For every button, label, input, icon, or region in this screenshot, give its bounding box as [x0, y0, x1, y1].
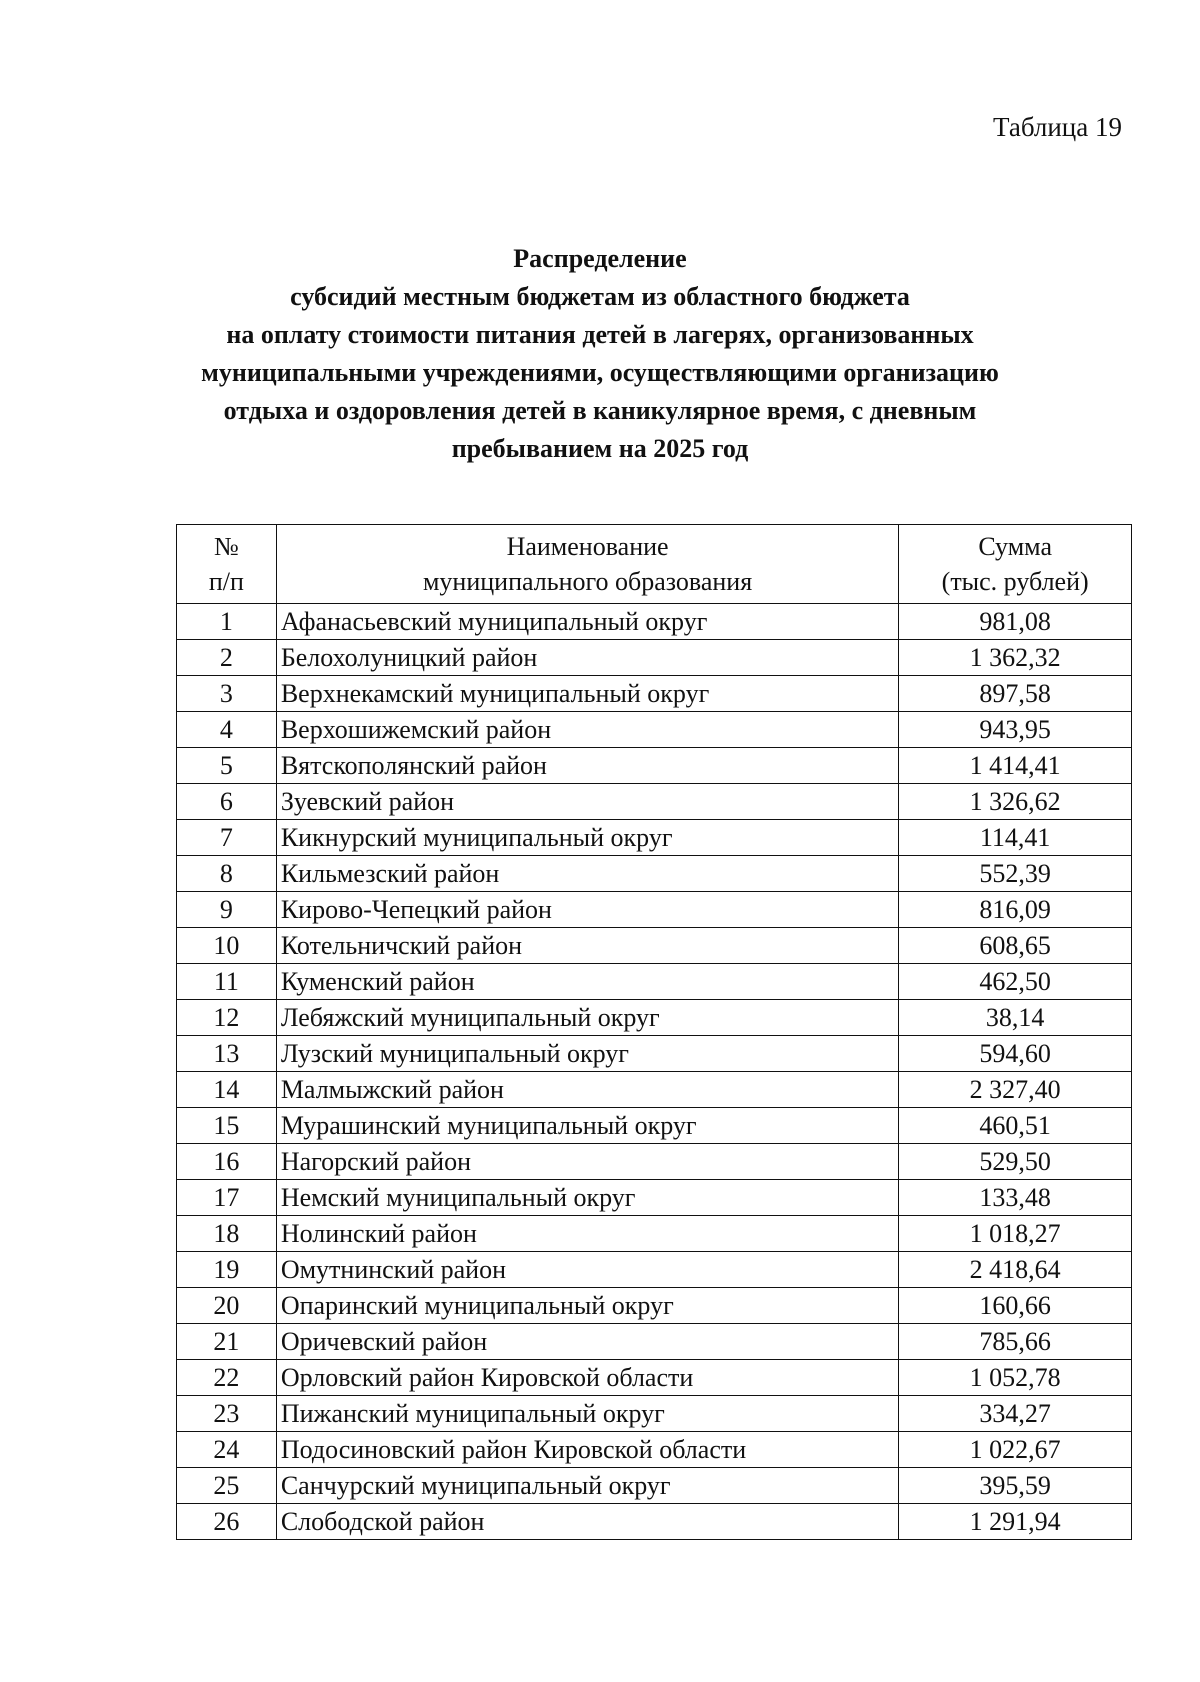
row-name: Куменский район	[276, 964, 899, 1000]
row-name: Кирово-Чепецкий район	[276, 892, 899, 928]
table-row	[177, 676, 1132, 712]
row-number: 24	[177, 1432, 277, 1468]
row-number: 4	[177, 712, 277, 748]
header-name-line2: муниципального образования	[422, 567, 753, 596]
row-name: Санчурский муниципальный округ	[276, 1468, 899, 1504]
header-number	[177, 525, 277, 604]
table-row	[177, 1396, 1132, 1432]
title-line: субсидий местным бюджетам из областного бюджета	[290, 282, 910, 311]
table-row	[177, 1252, 1132, 1288]
row-sum: 552,39	[899, 856, 1132, 892]
row-number: 26	[177, 1504, 277, 1540]
table-row	[177, 1288, 1132, 1324]
table-row	[177, 1324, 1132, 1360]
table-row	[177, 712, 1132, 748]
row-name: Немский муниципальный округ	[276, 1180, 899, 1216]
row-number: 23	[177, 1396, 277, 1432]
table-row	[177, 820, 1132, 856]
row-sum: 334,27	[899, 1396, 1132, 1432]
row-name: Лузский муниципальный округ	[276, 1036, 899, 1072]
row-number: 12	[177, 1000, 277, 1036]
row-name: Слободской район	[276, 1504, 899, 1540]
row-number: 17	[177, 1180, 277, 1216]
table-row	[177, 748, 1132, 784]
table-row	[177, 928, 1132, 964]
row-number: 20	[177, 1288, 277, 1324]
table-row	[177, 1216, 1132, 1252]
row-name: Кикнурский муниципальный округ	[276, 820, 899, 856]
row-sum: 816,09	[899, 892, 1132, 928]
row-sum: 2 327,40	[899, 1072, 1132, 1108]
row-number: 8	[177, 856, 277, 892]
row-sum: 1 362,32	[899, 640, 1132, 676]
row-number: 16	[177, 1144, 277, 1180]
table-body	[177, 604, 1132, 1540]
header-sum-line1: Сумма	[978, 532, 1052, 561]
row-sum: 395,59	[899, 1468, 1132, 1504]
row-sum: 981,08	[899, 604, 1132, 640]
row-sum: 1 018,27	[899, 1216, 1132, 1252]
row-name: Пижанский муниципальный округ	[276, 1396, 899, 1432]
title-line: муниципальными учреждениями, осуществляющими организацию	[201, 358, 999, 387]
row-number: 3	[177, 676, 277, 712]
row-number: 10	[177, 928, 277, 964]
header-sum-line2: (тыс. рублей)	[941, 567, 1089, 596]
row-name: Малмыжский район	[276, 1072, 899, 1108]
row-number: 5	[177, 748, 277, 784]
row-sum: 897,58	[899, 676, 1132, 712]
table-row	[177, 1360, 1132, 1396]
distribution-table	[176, 524, 1132, 1540]
row-number: 22	[177, 1360, 277, 1396]
row-name: Кильмезский район	[276, 856, 899, 892]
row-number: 6	[177, 784, 277, 820]
header-sum	[899, 525, 1132, 604]
row-sum: 1 291,94	[899, 1504, 1132, 1540]
row-name: Зуевский район	[276, 784, 899, 820]
row-sum: 1 052,78	[899, 1360, 1132, 1396]
table-row	[177, 1108, 1132, 1144]
row-number: 13	[177, 1036, 277, 1072]
row-name: Белохолуницкий район	[276, 640, 899, 676]
row-name: Лебяжский муниципальный округ	[276, 1000, 899, 1036]
row-name: Афанасьевский муниципальный округ	[276, 604, 899, 640]
row-sum: 38,14	[899, 1000, 1132, 1036]
row-sum: 114,41	[899, 820, 1132, 856]
row-name: Котельничский район	[276, 928, 899, 964]
row-sum: 785,66	[899, 1324, 1132, 1360]
header-number-line1: №	[214, 532, 239, 561]
table-row	[177, 784, 1132, 820]
row-name: Омутнинский район	[276, 1252, 899, 1288]
row-name: Верхнекамский муниципальный округ	[276, 676, 899, 712]
row-name: Оричевский район	[276, 1324, 899, 1360]
row-number: 7	[177, 820, 277, 856]
table-row	[177, 1468, 1132, 1504]
row-number: 9	[177, 892, 277, 928]
row-name: Подосиновский район Кировской области	[276, 1432, 899, 1468]
row-sum: 1 022,67	[899, 1432, 1132, 1468]
title-line: пребыванием на 2025 год	[451, 434, 749, 463]
row-sum: 160,66	[899, 1288, 1132, 1324]
table-row	[177, 1432, 1132, 1468]
row-number: 14	[177, 1072, 277, 1108]
table-header-row	[177, 525, 1132, 604]
row-name: Мурашинский муниципальный округ	[276, 1108, 899, 1144]
row-number: 19	[177, 1252, 277, 1288]
title-line: на оплату стоимости питания детей в лагерях, организованных	[226, 320, 974, 349]
table-row	[177, 1504, 1132, 1540]
row-name: Вятскополянский район	[276, 748, 899, 784]
row-sum: 1 414,41	[899, 748, 1132, 784]
row-sum: 2 418,64	[899, 1252, 1132, 1288]
table-row	[177, 1000, 1132, 1036]
row-sum: 594,60	[899, 1036, 1132, 1072]
table-row	[177, 892, 1132, 928]
row-name: Опаринский муниципальный округ	[276, 1288, 899, 1324]
title-line: Распределение	[513, 244, 687, 273]
row-sum: 133,48	[899, 1180, 1132, 1216]
row-number: 15	[177, 1108, 277, 1144]
table-row	[177, 964, 1132, 1000]
row-sum: 1 326,62	[899, 784, 1132, 820]
row-sum: 460,51	[899, 1108, 1132, 1144]
row-sum: 529,50	[899, 1144, 1132, 1180]
table-row	[177, 1144, 1132, 1180]
row-number: 11	[177, 964, 277, 1000]
row-sum: 462,50	[899, 964, 1132, 1000]
row-name: Верхошижемский район	[276, 712, 899, 748]
row-number: 18	[177, 1216, 277, 1252]
row-number: 1	[177, 604, 277, 640]
document-title	[150, 240, 1050, 468]
table-row	[177, 1072, 1132, 1108]
row-sum: 608,65	[899, 928, 1132, 964]
row-number: 2	[177, 640, 277, 676]
header-number-line2: п/п	[208, 567, 244, 596]
table-row	[177, 604, 1132, 640]
row-name: Нолинский район	[276, 1216, 899, 1252]
header-name-line1: Наименование	[506, 532, 669, 561]
table-row	[177, 1180, 1132, 1216]
table-row	[177, 640, 1132, 676]
title-line: отдыха и оздоровления детей в каникулярное время, с дневным	[223, 396, 977, 425]
row-name: Орловский район Кировской области	[276, 1360, 899, 1396]
row-number: 21	[177, 1324, 277, 1360]
row-sum: 943,95	[899, 712, 1132, 748]
table-label: Таблица 19	[993, 112, 1122, 142]
row-number: 25	[177, 1468, 277, 1504]
table-row	[177, 1036, 1132, 1072]
row-name: Нагорский район	[276, 1144, 899, 1180]
header-name	[276, 525, 899, 604]
table-row	[177, 856, 1132, 892]
